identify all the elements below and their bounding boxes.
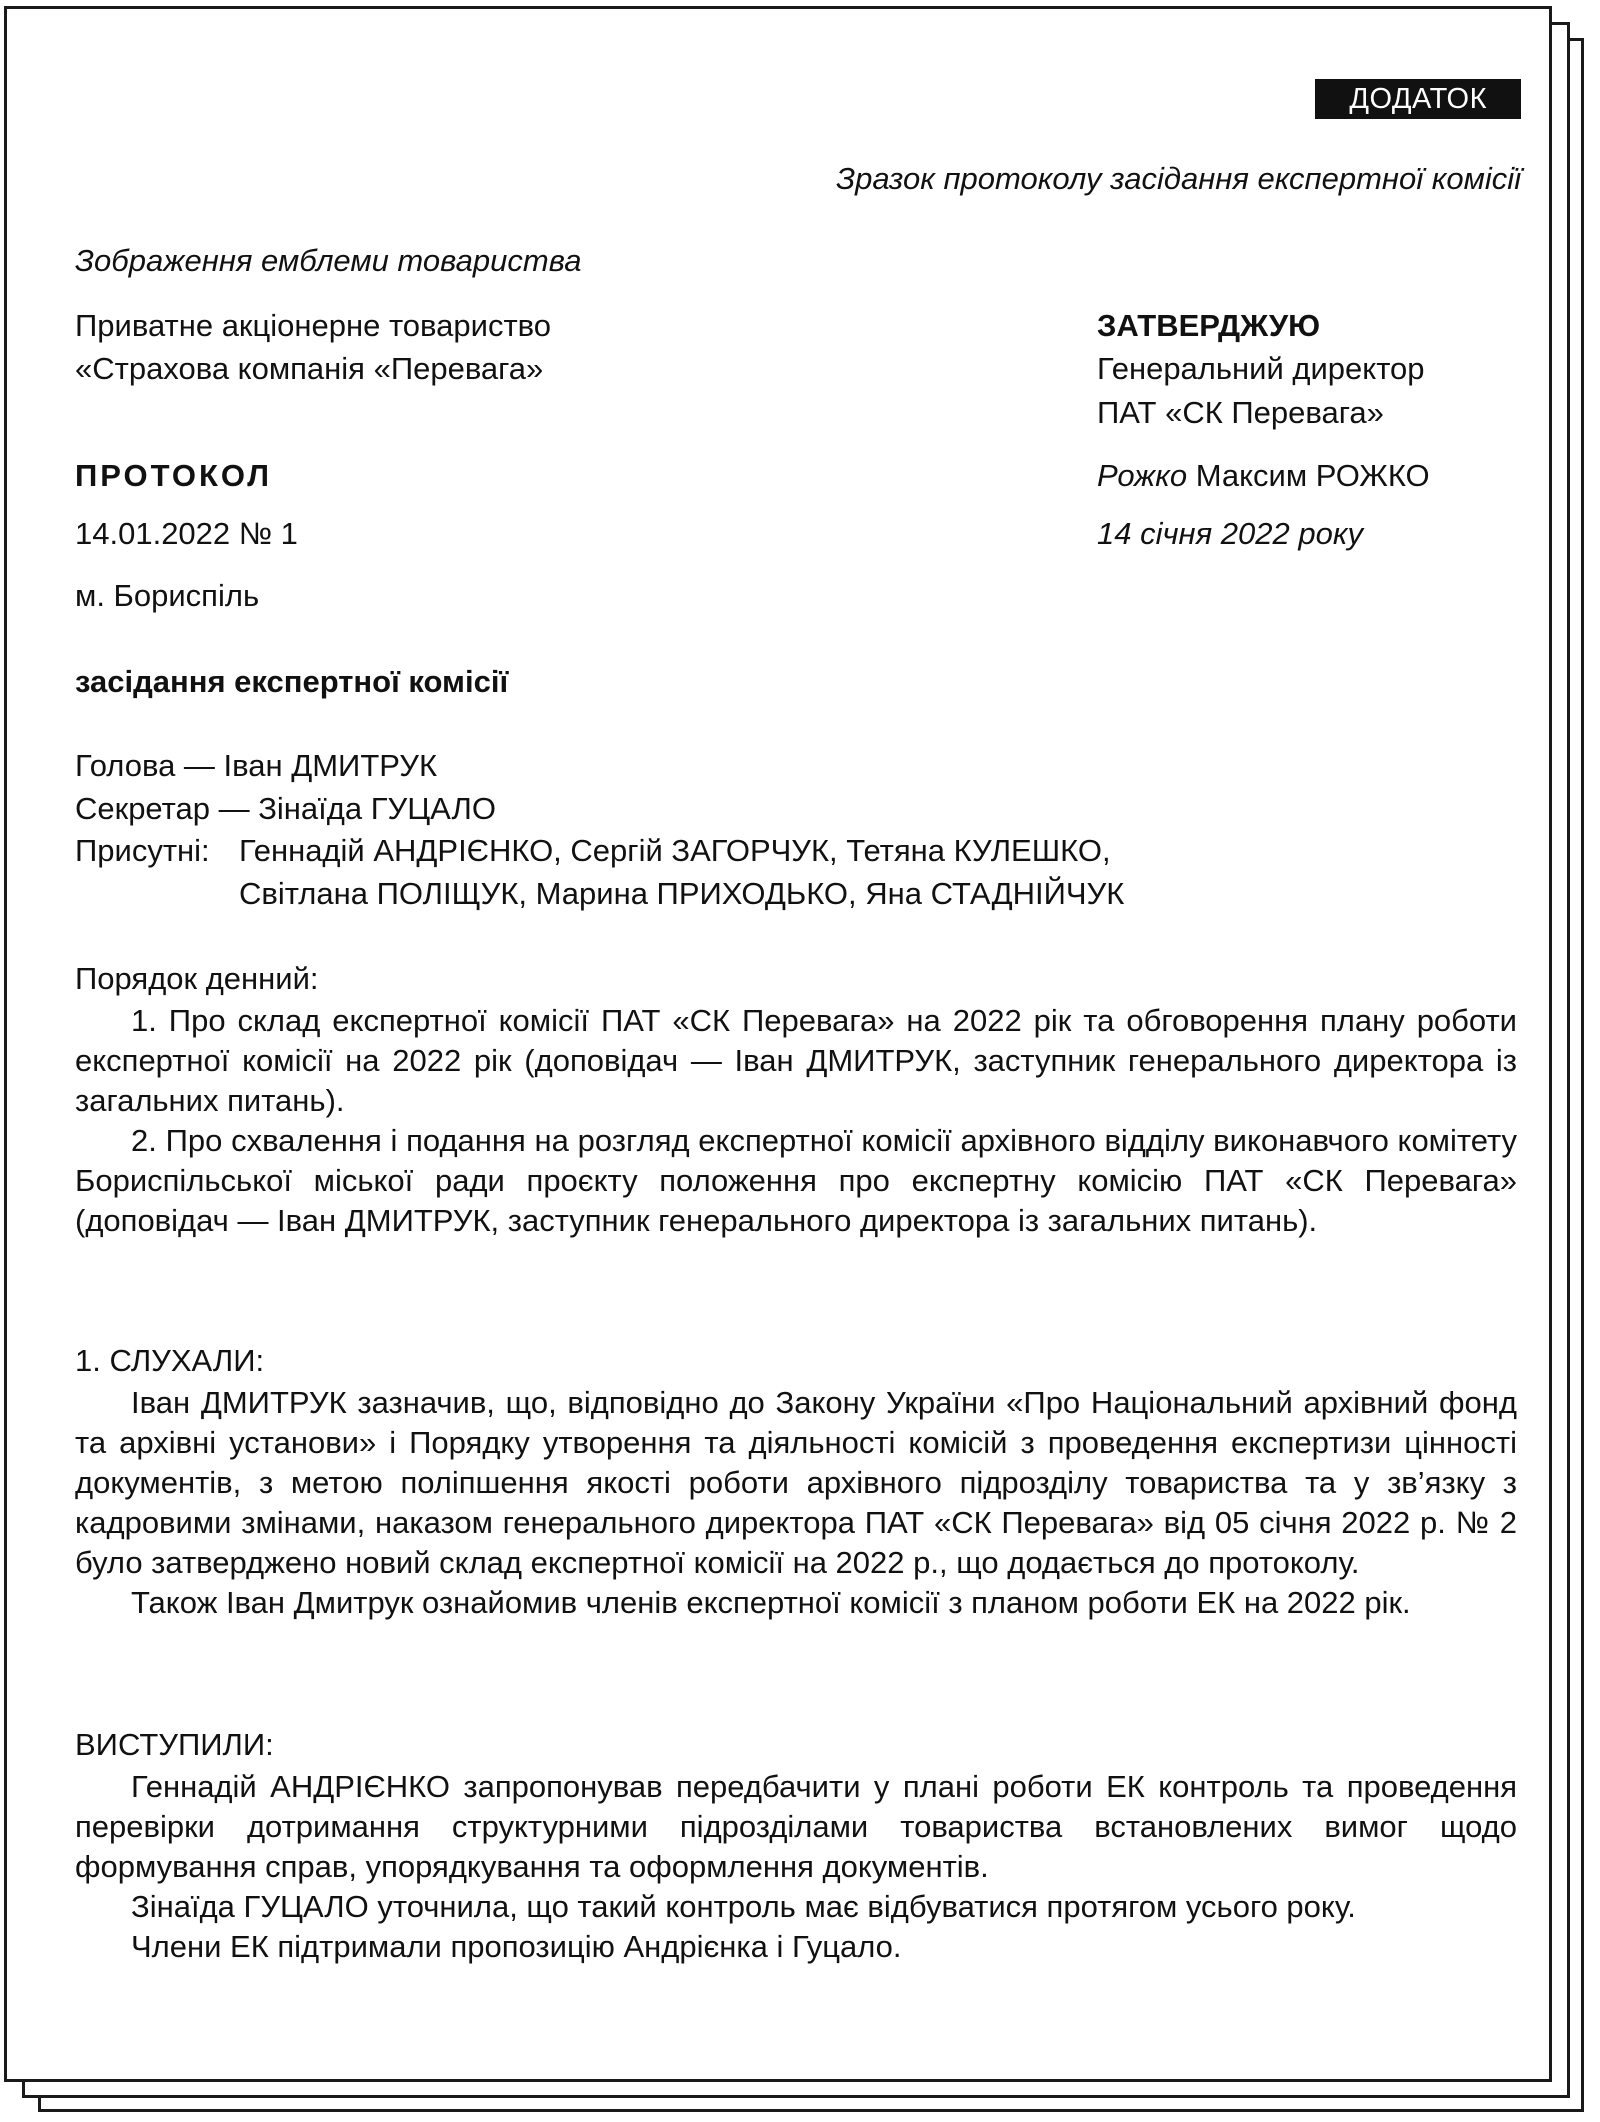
emblem-placeholder: Зображення емблеми товариства [75, 243, 582, 278]
approval-position: Генеральний директор [1097, 351, 1425, 386]
protocol-number: 14.01.2022 № 1 [75, 516, 298, 551]
chair-line: Голова — Іван ДМИТРУК [75, 748, 438, 783]
document-subtitle: Зразок протоколу засідання експертної комісії [836, 161, 1521, 196]
protocol-city: м. Бориспіль [75, 578, 260, 613]
present-line-2: Світлана ПОЛІЩУК, Марина ПРИХОДЬКО, Яна СТАДНІЙЧУК [239, 876, 1125, 911]
present-line-1: Геннадій АНДРІЄНКО, Сергій ЗАГОРЧУК, Тетяна КУЛЕШКО, [239, 833, 1111, 868]
approval-signature: Рожко [1097, 458, 1188, 493]
agenda-item-1: 1. Про склад експертної комісії ПАТ «СК Перевага» на 2022 рік та обговорення плану роботи експертної комісії на 2022 рік (доповідач — Іван ДМИТРУК, заступник генерального директора із загальних питань). [75, 1003, 1517, 1118]
approval-company: ПАТ «СК Перевага» [1097, 395, 1384, 430]
heard-label: 1. СЛУХАЛИ: [75, 1343, 265, 1378]
heard-section [75, 1383, 1517, 1623]
company-line-2: «Страхова компанія «Перевага» [75, 351, 544, 386]
approval-title: ЗАТВЕРДЖУЮ [1097, 308, 1321, 343]
spoke-paragraph-3: Члени ЕК підтримали пропозицію Андрієнка і Гуцало. [131, 1929, 902, 1964]
present-label: Присутні: [75, 833, 210, 868]
agenda-item-2: 2. Про схвалення і подання на розгляд експертної комісії архівного відділу виконавчого комітету Бориспільської міської ради проєкту положення про експертну комісію ПАТ «СК Перевага» (доповідач — Іван ДМИТРУК, заступник генерального директора із загальних питань). [75, 1123, 1517, 1238]
spoke-label: ВИСТУПИЛИ: [75, 1727, 274, 1762]
agenda-section [75, 1001, 1517, 1241]
approval-name: Максим РОЖКО [1195, 458, 1430, 493]
agenda-label: Порядок денний: [75, 961, 319, 996]
spoke-section [75, 1767, 1517, 1967]
secretary-line: Секретар — Зінаїда ГУЦАЛО [75, 791, 496, 826]
spoke-paragraph-2: Зінаїда ГУЦАЛО уточнила, що такий контроль має відбуватися протягом усього року. [131, 1889, 1356, 1924]
heard-paragraph-1: Іван ДМИТРУК зазначив, що, відповідно до Закону України «Про Національний архівний фонд та архівні установи» і Порядку утворення та діяльності комісій з проведення експертизи цінності документів, з метою поліпшення якості роботи архівного підрозділу товариства та у зв’язку з кадровими змінами, наказом генерального директора ПАТ «СК Перевага» від 05 січня 2022 р. № 2 було затверджено новий склад експертної комісії на 2022 р., що додається до протоколу. [75, 1385, 1517, 1580]
approval-signature-line [1097, 456, 1430, 496]
appendix-badge: ДОДАТОК [1315, 79, 1521, 119]
spoke-paragraph-1: Геннадій АНДРІЄНКО запропонував передбачити у плані роботи ЕК контроль та проведення перевірки дотримання структурними підрозділами товариства встановлених вимог щодо формування справ, упорядкування та оформлення документів. [75, 1769, 1517, 1884]
heard-paragraph-2: Також Іван Дмитрук ознайомив членів експертної комісії з планом роботи ЕК на 2022 рік. [131, 1585, 1411, 1620]
protocol-heading: засідання експертної комісії [75, 664, 509, 699]
approval-date: 14 січня 2022 року [1097, 516, 1363, 551]
paper-sheet-front [4, 6, 1552, 2082]
protocol-title: ПРОТОКОЛ [75, 458, 272, 493]
company-line-1: Приватне акціонерне товариство [75, 308, 552, 343]
